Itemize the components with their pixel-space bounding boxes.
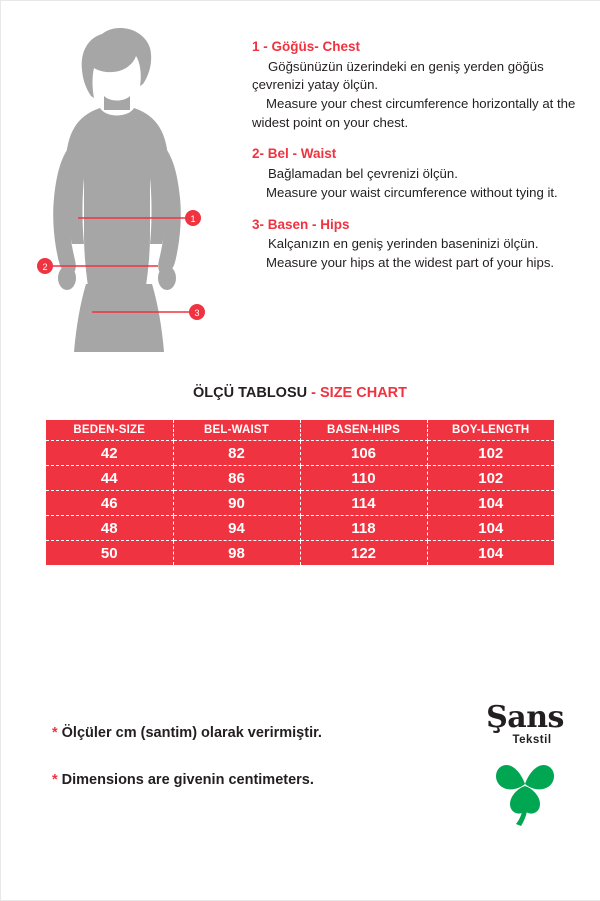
instruction-waist — [252, 145, 588, 202]
size-chart-title-separator: - — [307, 385, 320, 401]
cell-length: 104 — [427, 491, 554, 516]
column-header-length: BOY-LENGTH — [427, 420, 554, 441]
cell-waist: 82 — [173, 441, 300, 466]
instruction-hips — [252, 216, 588, 273]
cell-waist: 86 — [173, 466, 300, 491]
size-chart-table — [46, 420, 554, 565]
cell-size: 42 — [46, 441, 173, 466]
brand-subtitle: Tekstil — [512, 734, 552, 746]
note-star-icon: * — [52, 772, 58, 789]
instruction-title: 2- Bel - Waist — [252, 146, 337, 162]
female-silhouette-icon — [30, 28, 220, 368]
marker-3-label: 3 — [194, 308, 200, 318]
brand-logo — [470, 700, 580, 831]
cell-hips: 118 — [300, 516, 427, 541]
size-chart-title-en: SIZE CHART — [320, 385, 407, 401]
note-star-icon: * — [52, 725, 58, 741]
cell-waist: 90 — [173, 491, 300, 516]
marker-2-label: 2 — [42, 262, 48, 272]
note-text: Ölçüler cm (santim) olarak verirmiştir. — [61, 725, 322, 741]
clover-icon — [470, 754, 580, 831]
cell-waist: 98 — [173, 541, 300, 566]
cell-length: 102 — [427, 466, 554, 491]
marker-1-label: 1 — [190, 214, 196, 224]
body-figure — [30, 28, 220, 368]
cell-hips: 110 — [300, 466, 427, 491]
instruction-text-tr: Göğsünüzün üzerindeki en geniş yerden göğüs çevrenizi yatay ölçün. — [252, 58, 544, 93]
cell-size: 46 — [46, 491, 173, 516]
note-text: Dimensions are givenin centimeters. — [61, 772, 314, 789]
column-header-hips: BASEN-HIPS — [300, 420, 427, 441]
note-en — [52, 772, 432, 789]
size-chart-title-tr: ÖLÇÜ TABLOSU — [192, 385, 308, 401]
cell-hips: 106 — [300, 441, 427, 466]
cell-hips: 114 — [300, 491, 427, 516]
instruction-chest — [252, 38, 588, 132]
table-header-row — [46, 420, 554, 441]
table-row — [46, 516, 554, 541]
instruction-text-en: Measure your chest circumference horizontally at the widest point on your chest. — [252, 96, 576, 130]
footer-notes — [52, 725, 432, 820]
column-header-waist: BEL-WAIST — [173, 420, 300, 441]
cell-size: 50 — [46, 541, 173, 566]
note-tr — [52, 725, 432, 742]
cell-length: 104 — [427, 516, 554, 541]
instructions-list — [252, 38, 588, 286]
cell-length: 102 — [427, 441, 554, 466]
cell-size: 44 — [46, 466, 173, 491]
cell-waist: 94 — [173, 516, 300, 541]
instruction-text-en: Measure your waist circumference without tying it. — [266, 184, 558, 200]
top-section — [0, 0, 600, 380]
table-row — [46, 541, 554, 566]
cell-hips: 122 — [300, 541, 427, 566]
instruction-text-tr: Kalçanızın en geniş yerinden baseninizi ölçün. — [268, 236, 539, 252]
instruction-text-en: Measure your hips at the widest part of your hips. — [266, 254, 555, 270]
instruction-text-tr: Bağlamadan bel çevrenizi ölçün. — [268, 166, 458, 182]
table-row — [46, 466, 554, 491]
column-header-size: BEDEN-SIZE — [46, 420, 173, 441]
table-row — [46, 491, 554, 516]
cell-length: 104 — [478, 544, 504, 562]
instruction-title: 1 - Göğüs- Chest — [252, 39, 361, 54]
brand-name: Şans — [486, 700, 564, 735]
cell-size: 48 — [46, 516, 173, 541]
size-chart-title — [0, 385, 600, 401]
table-row — [46, 441, 554, 466]
instruction-title: 3- Basen - Hips — [252, 216, 350, 232]
